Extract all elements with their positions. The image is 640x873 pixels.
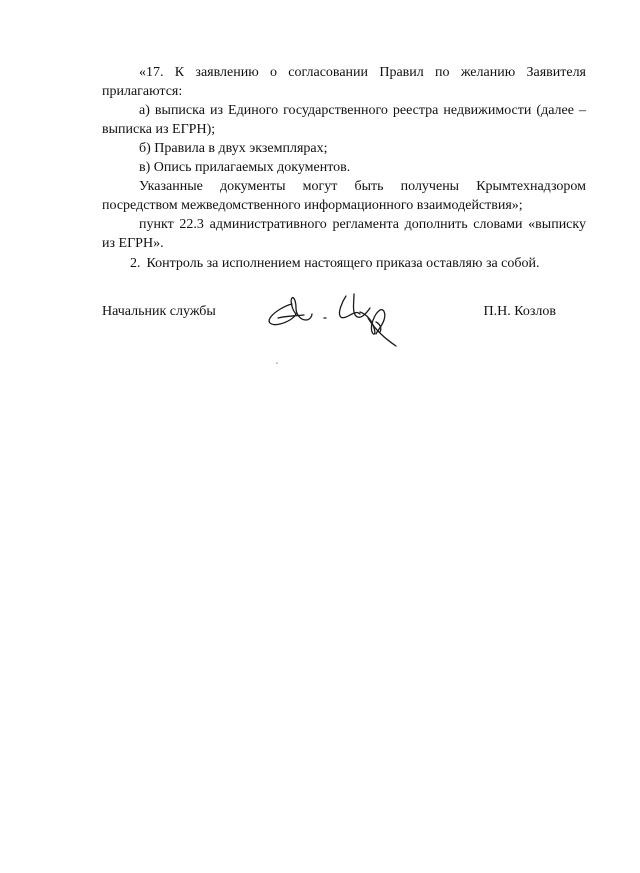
paragraph-17-intro: «17. К заявлению о согласовании Правил по желанию Заявителя прилагаются: [102, 65, 586, 99]
paragraph-item-a: а) выписка из Единого государственного реестра недвижимости (далее – выписка из ЕГРН); [102, 103, 586, 137]
signature-block [0, 300, 640, 370]
paragraph-amendment-text: пункт 22.3 административного регламента дополнить словами «выписку из ЕГРН». [102, 217, 586, 251]
paragraph-item-b: б) Правила в двух экземплярах; [139, 141, 328, 156]
paragraph-documents-note: Указанные документы могут быть получены Крымтехнадзором посредством межведомственного информационного взаимодействия»; [102, 179, 586, 213]
numbered-item-2 [130, 254, 590, 273]
item-text: Контроль за исполнением настоящего приказа оставляю за собой. [146, 256, 540, 271]
item-number: 2. [130, 256, 141, 271]
handwritten-signature [262, 288, 402, 358]
paragraph-item-c: в) Опись прилагаемых документов. [139, 160, 351, 175]
scan-speck [276, 362, 278, 364]
signatory-position: Начальник службы [102, 304, 216, 319]
paragraph-amendment-22-3 [102, 215, 586, 253]
signatory-name: П.Н. Козлов [483, 304, 556, 319]
